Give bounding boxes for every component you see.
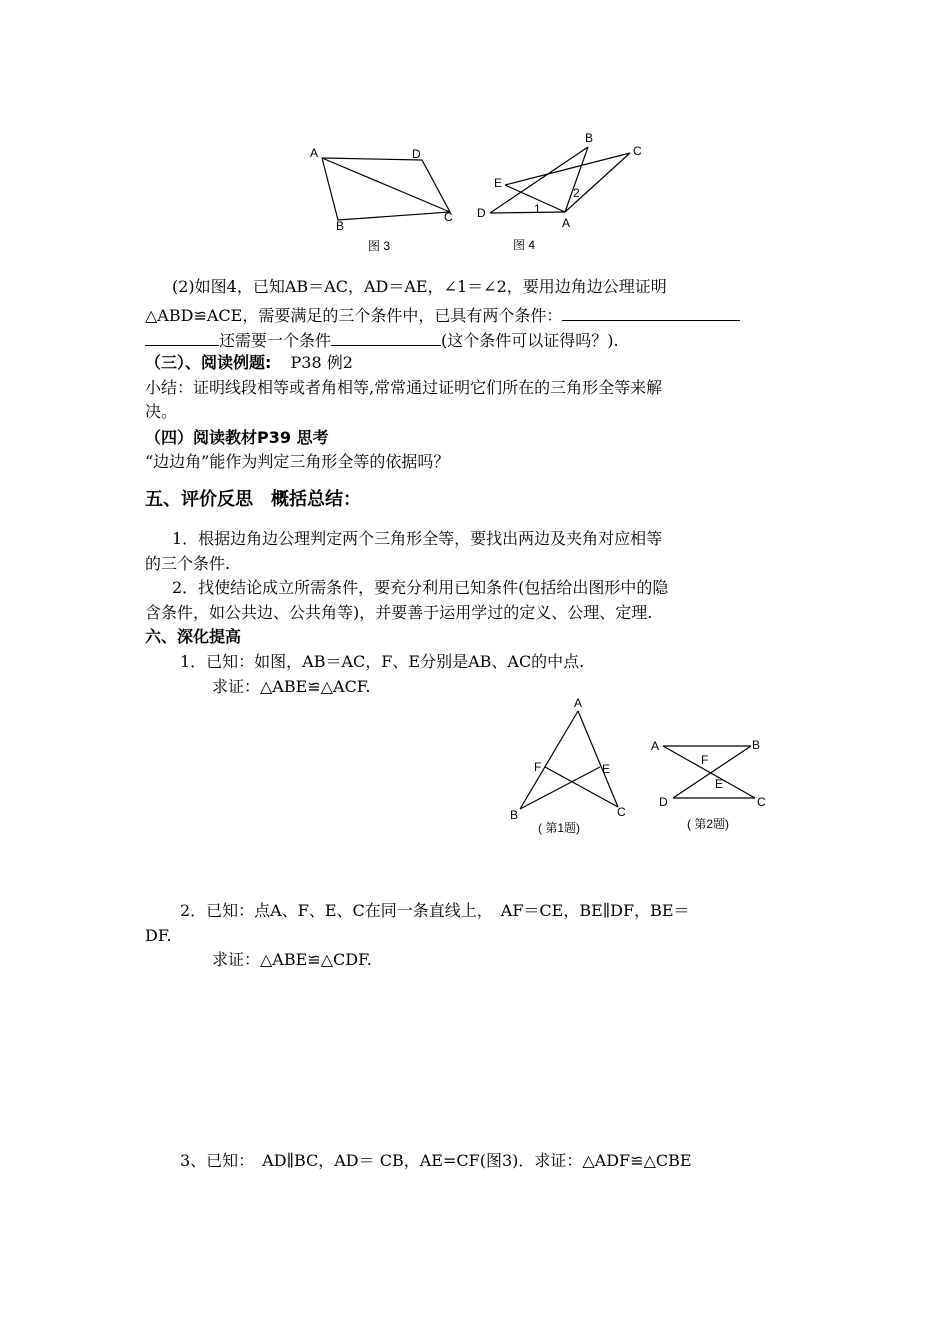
fig3-caption: 图 3 xyxy=(368,239,391,253)
blank-existing-conditions[interactable] xyxy=(562,304,740,321)
section-4-title: （四）阅读教材P39 思考 xyxy=(145,428,329,447)
s5-item2-line2: 含条件，如公共边、公共角等)，并要善于运用学过的定义、公理、定理. xyxy=(145,603,653,622)
q2-label-f: F xyxy=(701,753,709,767)
p2-line1: (2)如图4，已知AB＝AC，AD＝AE，∠1＝∠2，要用边角边公理证明 xyxy=(172,277,667,296)
fig4-label-c: C xyxy=(633,144,642,158)
figure-q2 xyxy=(645,730,785,835)
q1-label-c: C xyxy=(617,805,626,819)
fig3-parallelogram xyxy=(322,158,450,220)
fig3-label-b: B xyxy=(336,219,345,233)
q2-label-b: B xyxy=(752,738,761,752)
blank-existing-conditions-cont[interactable] xyxy=(145,329,219,346)
q1-label-a: A xyxy=(574,696,583,710)
p2-line2 xyxy=(145,304,740,326)
p2-line3a-text: 还需要一个条件 xyxy=(219,331,332,350)
summary-line2: 决。 xyxy=(145,402,178,421)
fig4-label-a: A xyxy=(562,216,571,230)
p2-line2-text: △ABD≌ACE，需要满足的三个条件中，已具有两个条件： xyxy=(145,306,563,325)
s5-item2-line1: 2．找使结论成立所需条件，要充分利用已知条件(包括给出图形中的隐 xyxy=(172,578,669,597)
fig4-label-b: B xyxy=(585,131,594,145)
summary-line1: 小结：证明线段相等或者角相等,常常通过证明它们所在的三角形全等来解 xyxy=(145,378,663,397)
q2-label-a: A xyxy=(651,739,660,753)
section-3-heading xyxy=(145,353,353,373)
q1-given: 1．已知：如图，AB＝AC，F、E分别是AB、AC的中点. xyxy=(180,652,585,671)
q3-text: 3、已知： AD∥BC，AD＝ CB，AE=CF(图3)．求证：△ADF≌△CBE xyxy=(180,1151,692,1170)
figure-3 xyxy=(300,140,470,260)
q1-prove: 求证：△ABE≌△ACF. xyxy=(212,677,371,696)
section-3-ref: P38 例2 xyxy=(290,353,353,372)
fig3-diagonal-ac xyxy=(322,158,450,212)
s5-item1-line2: 的三个条件. xyxy=(145,554,231,573)
q2-label-e: E xyxy=(715,777,724,791)
fig4-line-ec xyxy=(505,153,630,185)
section-4-question: “边边角”能作为判定三角形全等的依据吗？ xyxy=(145,452,450,471)
fig4-line-da xyxy=(490,212,565,213)
section-6-title: 六、深化提高 xyxy=(145,627,242,646)
q2-line-bd xyxy=(673,746,751,798)
q1-label-f: F xyxy=(534,760,542,774)
fig4-angle-1: 1 xyxy=(534,202,541,216)
p2-line3 xyxy=(145,329,619,351)
q2-label-d: D xyxy=(659,795,668,809)
fig4-caption: 图 4 xyxy=(513,238,536,252)
fig4-label-e: E xyxy=(494,176,503,190)
fig3-label-d: D xyxy=(412,147,421,161)
q1-label-e: E xyxy=(602,762,611,776)
fig3-label-a: A xyxy=(310,146,319,160)
figure-4 xyxy=(470,125,660,260)
p2-line3b-text: (这个条件可以证得吗？). xyxy=(441,331,619,350)
fig4-label-d: D xyxy=(477,206,486,220)
blank-needed-condition[interactable] xyxy=(331,329,441,346)
section-5-title: 五、评价反思 概括总结： xyxy=(145,489,361,510)
fig3-label-c: C xyxy=(444,210,453,224)
figure-q1 xyxy=(500,695,640,840)
q1-caption: ( 第1题) xyxy=(538,821,581,835)
q2-prove: 求证：△ABE≌△CDF. xyxy=(212,950,372,969)
q2-given-line1: 2．已知：点A、F、E、C在同一条直线上， AF＝CE，BE∥DF，BE＝ xyxy=(180,901,690,920)
q2-label-c: C xyxy=(757,795,766,809)
q1-label-b: B xyxy=(510,808,519,822)
fig4-angle-2: 2 xyxy=(573,186,580,200)
section-3-title: （三）、阅读例题: xyxy=(145,353,272,372)
q2-given-line2: DF. xyxy=(145,926,172,945)
s5-item1-line1: 1．根据边角边公理判定两个三角形全等，要找出两边及夹角对应相等 xyxy=(172,529,663,548)
q2-line-ac xyxy=(663,746,755,798)
q2-caption: ( 第2题) xyxy=(687,817,730,831)
q1-side-ac xyxy=(578,711,618,807)
